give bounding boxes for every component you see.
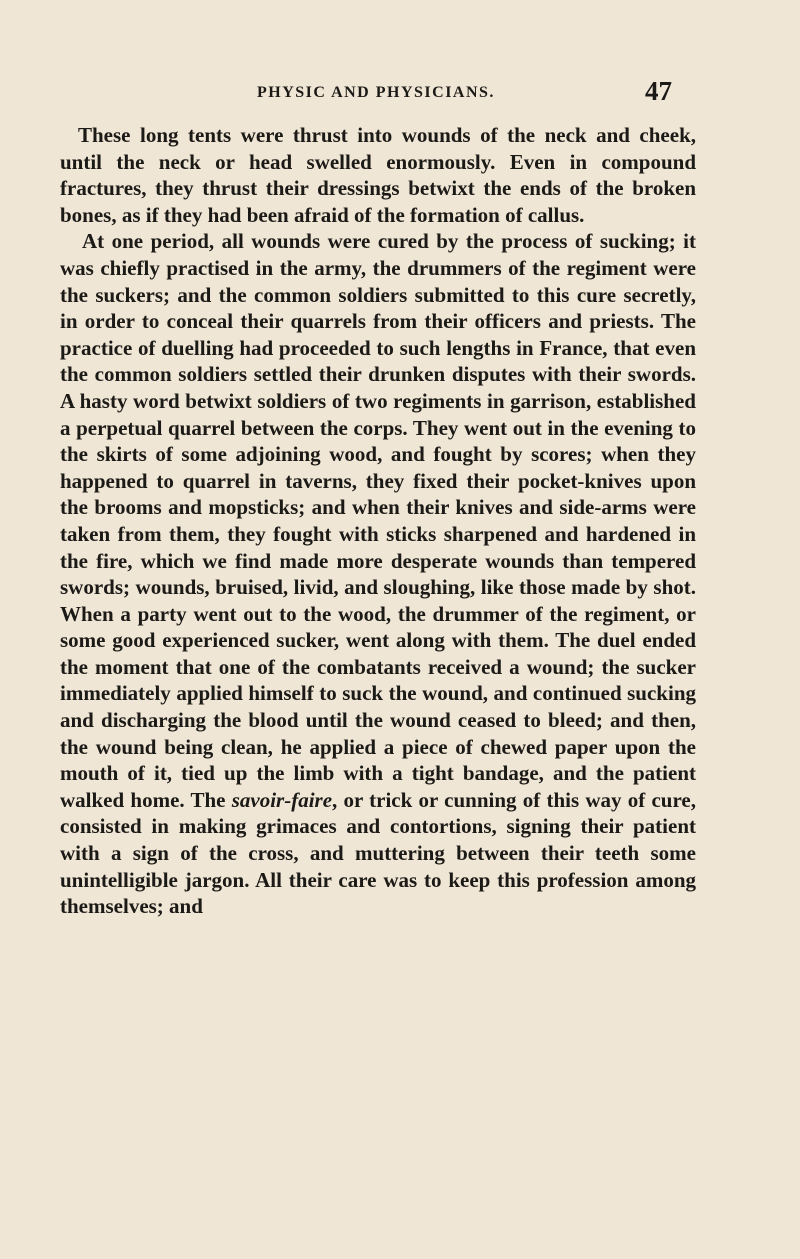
paragraph-1: These long tents were thrust into wounds of the neck and cheek, until the neck or head swelled enormously. Even in compound fractures, they thrust their dressings betwixt the ends of the broken bones, as if they had been afraid of the formation of callus. [60, 123, 696, 227]
running-title: PHYSIC AND PHYSICIANS. [257, 84, 495, 101]
paragraph-2-part-1: At one period, all wounds were cured by the process of sucking; it was chiefly practised in the army, the drummers of the regiment were the suckers; and the common soldiers submitted to this cure secretly, in order to conceal their quarrels from their officers and priests. The practice of duelling had proceeded to such lengths in France, that even the common soldiers settled their drunken disputes with their swords. A hasty word betwixt soldiers of two regiments in garrison, established a perpetual quarrel between the corps. They went out in the evening to the skirts of some adjoining wood, and fought by scores; when they happened to quarrel in taverns, they fixed their pocket-knives upon the brooms and mopsticks; and when their knives and side-arms were taken from them, they fought with sticks sharpened and hardened in the fire, which we find made more desperate wounds than tempered swords; wounds, bruised, livid, and sloughing, like those made by shot. When a party went out to the wood, the drummer of the regiment, or some good experienced sucker, went along with them. The duel ended the moment that one of the combatants received a wound; the sucker immediately applied himself to suck the wound, and continued sucking and discharging the blood until the wound ceased to bleed; and then, the wound being clean, he applied a piece of chewed paper upon the mouth of it, tied up the limb with a tight bandage, and the patient walked home. The [60, 229, 696, 812]
paragraph-2-part-2: , or trick or cunning of this way of cure, consisted in making grimaces and contortions, signing their patient with a sign of the cross, and muttering between their teeth some unintelligible jargon. All their care was to keep this profession among themselves; and [60, 787, 696, 919]
running-head [82, 78, 672, 118]
paragraph-2 [60, 228, 696, 919]
page-number: 47 [645, 76, 672, 106]
italic-term: savoir-faire [231, 787, 333, 812]
body-text [60, 122, 696, 920]
